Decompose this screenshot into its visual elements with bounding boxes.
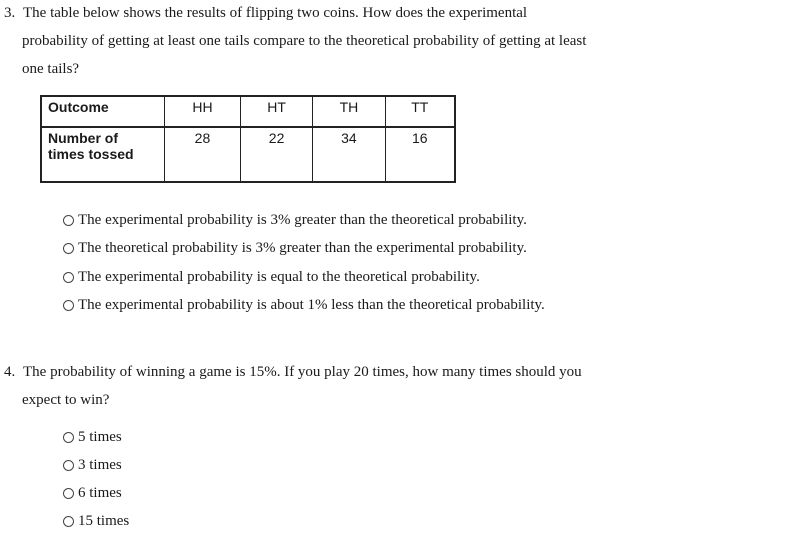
choice-label: The theoretical probability is 3% greater than the experimental probability. [78, 240, 527, 256]
count-cell-tt: 16 [385, 127, 455, 182]
question-4-number: 4. [4, 364, 16, 380]
radio-button-icon[interactable] [63, 215, 74, 226]
question-3-text-line-1: The table below shows the results of flipping two coins. How does the experimental [23, 5, 528, 21]
question-3-text-line-2: probability of getting at least one tails compare to the theoretical probability of getting at least [22, 33, 587, 49]
radio-button-icon[interactable] [63, 460, 74, 471]
radio-button-icon[interactable] [63, 243, 74, 254]
times-tossed-header-line-1: Number of [48, 130, 118, 146]
choice-label: 6 times [78, 485, 122, 501]
question-4-choice-d[interactable] [63, 512, 129, 530]
radio-button-icon[interactable] [63, 488, 74, 499]
coin-flip-results-table [40, 95, 456, 183]
question-3-number: 3. [4, 5, 16, 21]
choice-label: 3 times [78, 457, 122, 473]
radio-button-icon[interactable] [63, 272, 74, 283]
question-3-line-1 [4, 4, 527, 22]
choice-label: The experimental probability is about 1% less than the theoretical probability. [78, 297, 545, 313]
question-3-choice-b[interactable] [63, 239, 527, 257]
radio-button-icon[interactable] [63, 516, 74, 527]
choice-label: The experimental probability is equal to the theoretical probability. [78, 269, 480, 285]
choice-label: The experimental probability is 3% greater than the theoretical probability. [78, 212, 527, 228]
outcome-cell-tt: TT [385, 96, 455, 127]
question-4-choice-b[interactable] [63, 456, 122, 474]
choice-label: 15 times [78, 513, 130, 529]
count-cell-ht: 22 [240, 127, 312, 182]
question-4-text-line-1: The probability of winning a game is 15%. If you play 20 times, how many times should you [23, 364, 582, 380]
choice-label: 5 times [78, 429, 122, 445]
radio-button-icon[interactable] [63, 300, 74, 311]
question-4-text-line-2: expect to win? [22, 392, 110, 408]
question-4-choice-c[interactable] [63, 484, 122, 502]
table-row-outcome [41, 96, 455, 127]
outcome-cell-hh: HH [165, 96, 241, 127]
question-3-choice-a[interactable] [63, 211, 527, 229]
outcome-cell-ht: HT [240, 96, 312, 127]
count-cell-th: 34 [313, 127, 385, 182]
radio-button-icon[interactable] [63, 432, 74, 443]
outcome-header: Outcome [41, 96, 165, 127]
times-tossed-header-line-2: times tossed [48, 146, 134, 162]
question-4-choice-a[interactable] [63, 428, 122, 446]
count-cell-hh: 28 [165, 127, 241, 182]
question-3-choice-c[interactable] [63, 268, 480, 286]
question-3-text-line-3: one tails? [22, 61, 80, 77]
table-row-times-tossed [41, 127, 455, 182]
times-tossed-header [41, 127, 165, 182]
question-4-line-1 [4, 363, 582, 381]
outcome-cell-th: TH [313, 96, 385, 127]
question-3-choice-d[interactable] [63, 296, 545, 314]
